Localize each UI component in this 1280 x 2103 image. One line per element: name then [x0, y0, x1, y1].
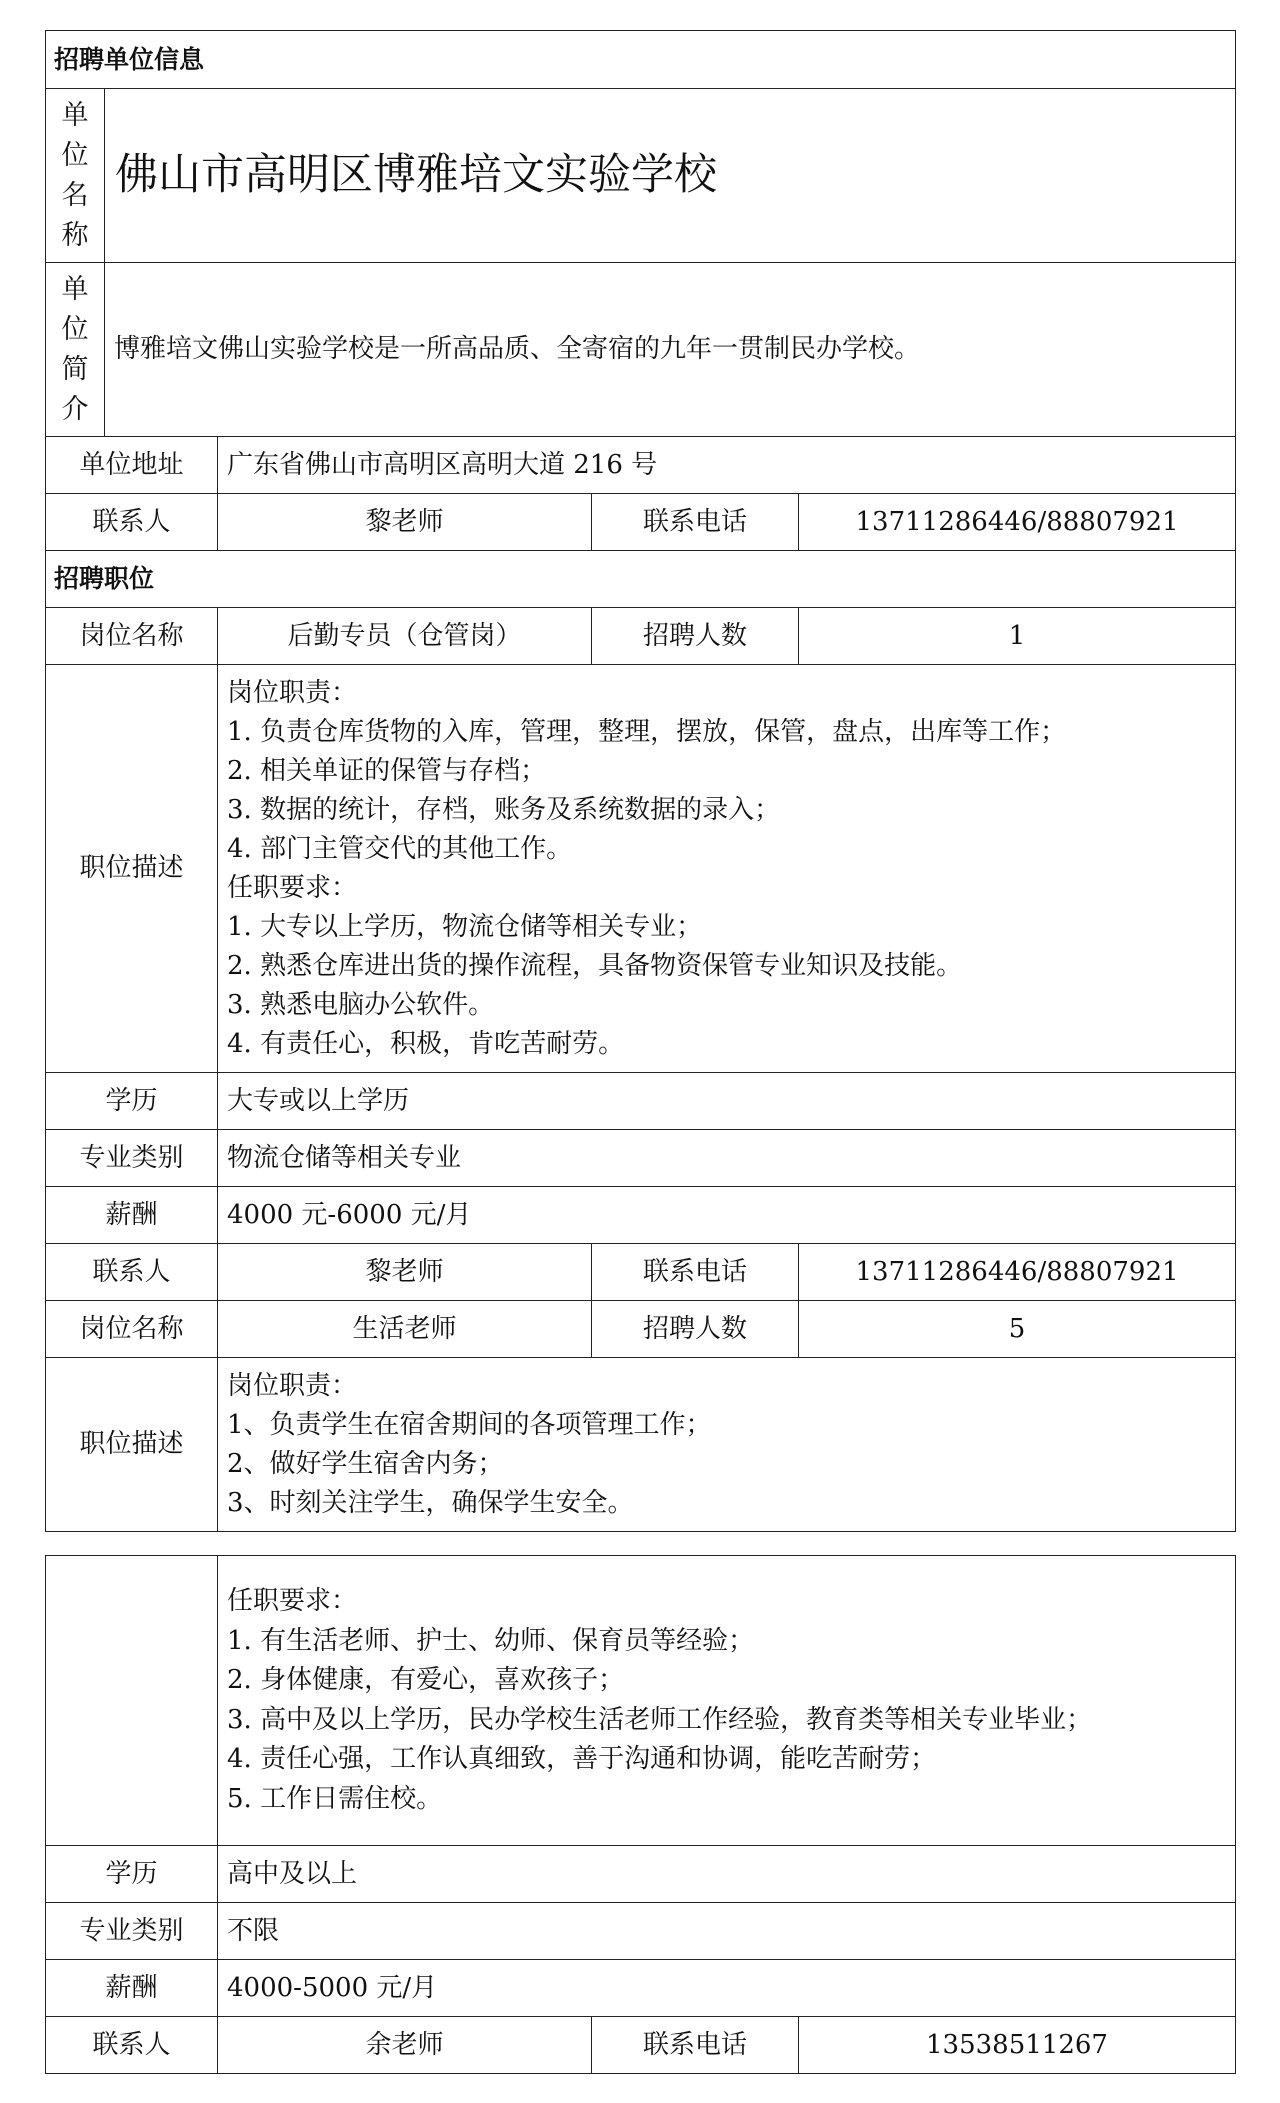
unit-contact: 黎老师: [218, 494, 592, 551]
job1-contact: 黎老师: [218, 1244, 592, 1301]
unit-intro: 博雅培文佛山实验学校是一所高品质、全寄宿的九年一贯制民办学校。: [105, 263, 1236, 437]
job1-desc-label: 职位描述: [46, 665, 218, 1073]
job2-education: 高中及以上: [218, 1846, 1236, 1903]
job1-phone: 13711286446/88807921: [799, 1244, 1236, 1301]
job2-major: 不限: [218, 1903, 1236, 1960]
unit-phone-label: 联系电话: [592, 494, 799, 551]
job1-education: 大专或以上学历: [218, 1073, 1236, 1130]
job2-desc-label: 职位描述: [46, 1358, 218, 1532]
job2-requirements: 任职要求： 1. 有生活老师、护士、幼师、保育员等经验； 2. 身体健康，有爱心，喜欢孩子； 3. 高中及以上学历，民办学校生活老师工作经验，教育类等相关专业毕业； 4. 责任心强，工作认真细致，善于沟通和协调，能吃苦耐劳； 5. 工作日需住校。: [218, 1556, 1236, 1846]
job2-name: 生活老师: [218, 1301, 592, 1358]
job2-contact: 余老师: [218, 2017, 592, 2074]
unit-name-label: 单位名称: [46, 89, 105, 263]
job2-salary: 4000-5000 元/月: [218, 1960, 1236, 2017]
job1-education-label: 学历: [46, 1073, 218, 1130]
job1-name: 后勤专员（仓管岗）: [218, 608, 592, 665]
job2-count: 5: [799, 1301, 1236, 1358]
recruitment-table-page2: [45, 1555, 1236, 2074]
job1-major-label: 专业类别: [46, 1130, 218, 1187]
job2-contact-label: 联系人: [46, 2017, 218, 2074]
unit-contact-label: 联系人: [46, 494, 218, 551]
job1-contact-label: 联系人: [46, 1244, 218, 1301]
unit-name: 佛山市高明区博雅培文实验学校: [105, 89, 1236, 263]
job2-phone-label: 联系电话: [592, 2017, 799, 2074]
section-title-positions: 招聘职位: [46, 551, 1236, 608]
recruitment-table-page1: [45, 30, 1236, 1532]
job2-count-label: 招聘人数: [592, 1301, 799, 1358]
job1-count-label: 招聘人数: [592, 608, 799, 665]
job2-req-label-cell: [46, 1556, 218, 1846]
job2-phone: 13538511267: [799, 2017, 1236, 2074]
job2-salary-label: 薪酬: [46, 1960, 218, 2017]
job1-major: 物流仓储等相关专业: [218, 1130, 1236, 1187]
job1-count: 1: [799, 608, 1236, 665]
job1-salary: 4000 元-6000 元/月: [218, 1187, 1236, 1244]
unit-address-label: 单位地址: [46, 437, 218, 494]
unit-phone: 13711286446/88807921: [799, 494, 1236, 551]
job2-name-label: 岗位名称: [46, 1301, 218, 1358]
job1-desc: 岗位职责： 1. 负责仓库货物的入库，管理，整理，摆放，保管，盘点，出库等工作； 2. 相关单证的保管与存档； 3. 数据的统计，存档，账务及系统数据的录入； 4. 部门主管交代的其他工作。 任职要求： 1. 大专以上学历，物流仓储等相关专业； 2. 熟悉仓库进出货的操作流程，具备物资保管专业知识及技能。 3. 熟悉电脑办公软件。 4. 有责任心，积极，肯吃苦耐劳。: [218, 665, 1236, 1073]
section-title-unit-info: 招聘单位信息: [46, 31, 1236, 89]
job2-education-label: 学历: [46, 1846, 218, 1903]
job2-major-label: 专业类别: [46, 1903, 218, 1960]
job1-name-label: 岗位名称: [46, 608, 218, 665]
job1-phone-label: 联系电话: [592, 1244, 799, 1301]
job1-salary-label: 薪酬: [46, 1187, 218, 1244]
unit-address: 广东省佛山市高明区高明大道 216 号: [218, 437, 1236, 494]
unit-intro-label: 单位简介: [46, 263, 105, 437]
job2-duties: 岗位职责： 1、负责学生在宿舍期间的各项管理工作； 2、做好学生宿舍内务； 3、时刻关注学生，确保学生安全。: [218, 1358, 1236, 1532]
